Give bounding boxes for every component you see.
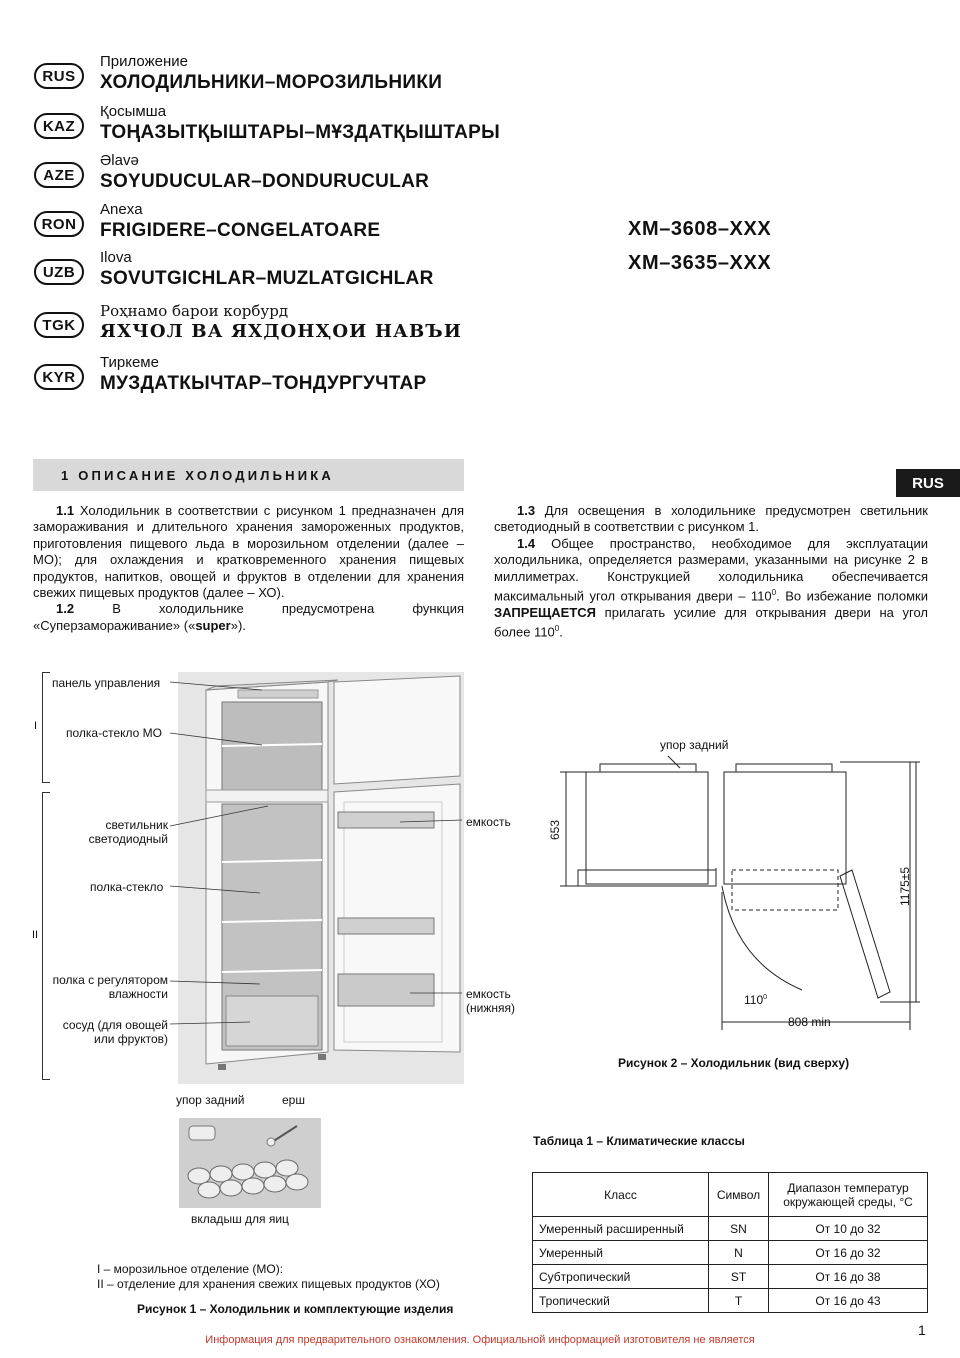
table-cell: Умеренный расширенный [533,1217,709,1241]
roman-numeral-1: I [34,720,38,732]
lang-sub-kaz: Қосымша [100,103,167,120]
lang-row-ron [34,201,380,243]
label-lower-container: емкость (нижняя) [466,987,515,1015]
lang-sub-rus: Приложение [100,53,188,70]
paragraph-text: Холодильник в соответствии с рисунком 1 предназначен для замораживания и длительного хранения замороженных продуктов, приготовления пищевого льда в морозильном отделении (далее – МО); для охлаждения и кратковременного хранения пищевых продуктов, напитков, овощей и фруктов в отделении для хранения свежих пищевых продуктов (далее – ХО). [33,503,464,601]
table-header: Диапазон температур окружающей среды, °С [769,1173,928,1217]
lang-title-rus: ХОЛОДИЛЬНИКИ–МОРОЗИЛЬНИКИ [100,72,443,93]
superscript: 0 [771,588,777,598]
label-humidity-shelf: полка с регулятором влажности [52,973,168,1001]
paragraph-bold: ЗАПРЕЩАЕТСЯ [494,604,597,620]
table-cell: От 16 до 38 [769,1265,928,1289]
lang-row-kyr [34,354,427,396]
lang-badge-uzb: UZB [34,259,84,285]
climate-class-table [532,1172,928,1313]
figure1-caption: Рисунок 1 – Холодильник и комплектующие изделия [137,1302,454,1316]
table-header-row [533,1173,928,1217]
accessories-panel [179,1118,321,1208]
model-name: ХМ–3608–ХХХ [628,218,772,240]
paragraph-1-1 [33,503,464,601]
table-cell: От 16 до 43 [769,1289,928,1313]
model-name: ХМ–3635–ХХХ [628,252,772,274]
fridge-illustration [178,672,464,1084]
lang-sub-uzb: Ilova [100,249,132,266]
dimension-total-depth: 1175±5 [898,866,912,906]
lang-title-aze: SOYUDUCULAR–DONDURUCULAR [100,171,430,192]
dimension-width: 808 min [788,1015,831,1029]
label-led-light: светильник светодиодный [88,818,168,846]
table-cell: T [709,1289,769,1313]
page-number: 1 [918,1322,926,1338]
paragraph-bold: super [195,617,231,633]
table-row [533,1289,928,1313]
language-tab: RUS [896,469,960,497]
lang-badge-rus: RUS [34,63,84,89]
figure2-caption: Рисунок 2 – Холодильник (вид сверху) [618,1056,850,1070]
label-rear-stop-fig2: упор задний [660,738,729,752]
paragraph-number: 1.4 [517,535,536,551]
section-heading: 1 ОПИСАНИЕ ХОЛОДИЛЬНИКА [33,459,464,491]
lang-badge-ron: RON [34,211,84,237]
bracket-mo [42,672,50,783]
paragraph-number: 1.3 [517,503,536,518]
lang-title-uzb: SOVUTGICHLAR–MUZLATGICHLAR [100,268,434,289]
table-cell: От 10 до 32 [769,1217,928,1241]
paragraph-text: Общее пространство, необходимое для эксплуатации холодильника, определяется размерами, указанными на рисунке 2 в миллиметрах. Конструкцией холодильника обеспечивается максимальный угол открывания двери – 110 [494,535,928,604]
table-cell: N [709,1241,769,1265]
legend-item: I – морозильное отделение (МО): [97,1262,284,1276]
legend-item: II – отделение для хранения свежих пищевых продуктов (ХО) [97,1277,440,1291]
lang-title-ron: FRIGIDERE–CONGELATOARE [100,220,381,241]
superscript: 0 [554,624,560,634]
table-cell: Тропический [533,1289,709,1313]
table-cell: Умеренный [533,1241,709,1265]
label-freezer-shelf: полка-стекло МО [66,726,162,740]
roman-numeral-2: II [32,929,39,941]
paragraph-number: 1.2 [56,601,75,617]
angle-value: 110 [744,993,764,1007]
table-row [533,1217,928,1241]
table-cell: От 16 до 32 [769,1241,928,1265]
lang-row-kaz [34,103,500,145]
table-header: Символ [709,1173,769,1217]
lang-sub-tgk: Роҳнамо барои корбурд [100,302,289,320]
lang-badge-kyr: KYR [34,364,84,390]
paragraph-text: прилагать усилие для открывания двери на угол более 110 [494,604,928,640]
lang-sub-aze: Əlavə [100,152,139,169]
lang-badge-kaz: KAZ [34,113,84,139]
label-glass-shelf: полка-стекло [90,880,164,894]
lang-title-tgk: ЯХЧОЛ ВА ЯХДОНҲОИ НАВЪИ [100,321,463,342]
paragraph-text: Для освещения в холодильнике предусмотрен светильник светодиодный в соответствии с рисунком 1. [494,503,928,535]
label-vegetable-drawer: сосуд (для овощей или фруктов) [62,1018,168,1046]
paragraph-1-4 [494,536,928,641]
lang-badge-tgk: TGK [34,312,84,338]
lang-row-rus [34,53,442,95]
text-column-left [33,503,464,634]
paragraph-1-3 [494,503,928,536]
label-door-container: емкость [466,815,511,829]
footer-disclaimer: Информация для предварительного ознакомления. Официальной информацией изготовителя не является [205,1334,755,1346]
table-header: Класс [533,1173,709,1217]
model-list [628,212,771,280]
table-title: Таблица 1 – Климатические классы [533,1134,745,1148]
lang-sub-kyr: Тиркеме [100,354,159,371]
paragraph-text: . Во избежание поломки [776,588,928,604]
paragraph-number: 1.1 [56,503,75,518]
label-control-panel: панель управления [52,676,161,690]
lang-row-aze [34,152,429,194]
lang-row-tgk [34,302,462,344]
paragraph-text: »). [230,617,246,633]
label-brush: ерш [282,1093,305,1107]
table-cell: ST [709,1265,769,1289]
angle-degree: 0 [763,994,768,1001]
figure1-legend [97,1262,440,1292]
table-row [533,1241,928,1265]
lang-row-uzb [34,249,434,291]
label-egg-tray: вкладыш для яиц [191,1212,289,1226]
lang-badge-aze: AZE [34,162,84,188]
table-cell: SN [709,1217,769,1241]
dimension-angle [744,991,767,1007]
lang-sub-ron: Anexa [100,201,143,218]
label-rear-stop: упор задний [176,1093,245,1107]
table-cell: Субтропический [533,1265,709,1289]
top-view-drawing [540,752,930,1042]
lang-title-kaz: ТОҢАЗЫТҚЫШТАРЫ–МҰЗДАТҚЫШТАРЫ [100,122,501,143]
table-row [533,1265,928,1289]
lang-title-kyr: МУЗДАТКЫЧТАР–ТОНДУРГУЧТАР [100,373,427,394]
paragraph-1-2 [33,601,464,634]
paragraph-text: . [559,624,563,640]
text-column-right [494,503,928,641]
paragraph-text: В холодильнике предусмотрена функция «Суперзамораживание» (« [33,601,464,633]
dimension-depth: 653 [548,819,562,840]
